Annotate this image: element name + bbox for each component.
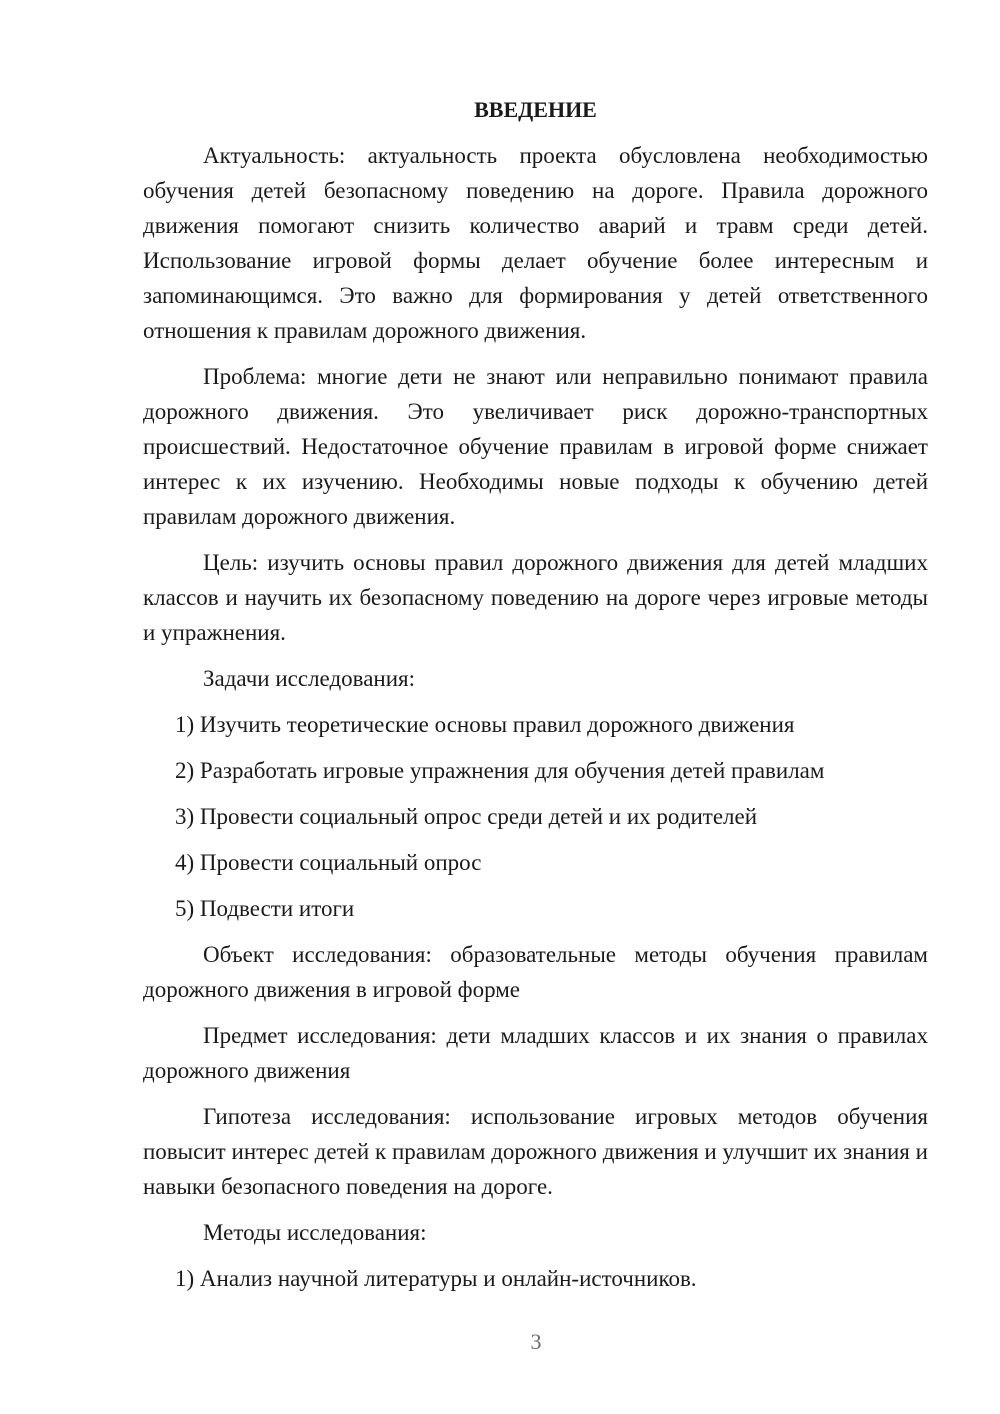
page-number: 3 <box>530 1329 542 1354</box>
paragraph-subject: Предмет исследования: дети младших классов и их знания о правилах дорожного движения <box>143 1023 928 1083</box>
method-item: 1) Анализ научной литературы и онлайн-источников. <box>175 1266 697 1291</box>
tasks-heading: Задачи исследования: <box>203 666 416 691</box>
methods-heading: Методы исследования: <box>203 1220 427 1245</box>
task-item: 3) Провести социальный опрос среди детей и их родителей <box>175 804 758 829</box>
task-item: 2) Разработать игровые упражнения для обучения детей правилам <box>175 758 825 783</box>
page-title: ВВЕДЕНИЕ <box>474 97 597 122</box>
page-content <box>143 92 928 1296</box>
task-item: 4) Провести социальный опрос <box>175 850 482 875</box>
paragraph-goal: Цель: изучить основы правил дорожного движения для детей младших классов и научить их безопасному поведению на дороге через игровые методы и упражнения. <box>143 550 928 645</box>
paragraph-hypothesis: Гипотеза исследования: использование игровых методов обучения повысит интерес детей к правилам дорожного движения и улучшит их знания и навыки безопасного поведения на дороге. <box>143 1104 928 1199</box>
paragraph-problem: Проблема: многие дети не знают или неправильно понимают правила дорожного движения. Это увеличивает риск дорожно-транспортных происшествий. Недостаточное обучение правилам в игровой форме снижает интерес к их изучению. Необходимы новые подходы к обучению детей правилам дорожного движения. <box>143 364 928 529</box>
task-item: 5) Подвести итоги <box>175 896 355 921</box>
paragraph-relevance: Актуальность: актуальность проекта обусловлена необходимостью обучения детей безопасному поведению на дороге. Правила дорожного движения помогают снизить количество аварий и травм среди детей. Использование игровой формы делает обучение более интересным и запоминающимся. Это важно для формирования у детей ответственного отношения к правилам дорожного движения. <box>143 143 928 343</box>
task-item: 1) Изучить теоретические основы правил дорожного движения <box>175 712 795 737</box>
paragraph-object: Объект исследования: образовательные методы обучения правилам дорожного движения в игровой форме <box>143 942 928 1002</box>
